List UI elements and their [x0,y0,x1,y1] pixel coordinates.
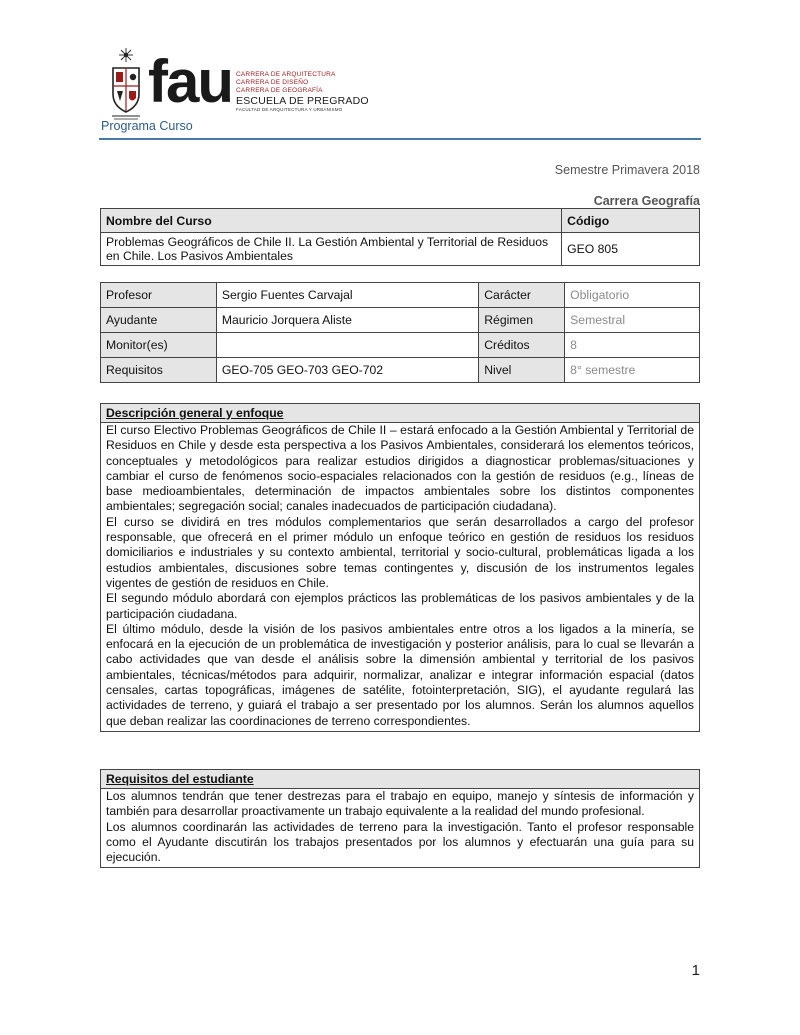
requirements-paragraph: Los alumnos coordinarán las actividades de terreno para la investigación. Tanto el profesor responsable como el Ayudante discutirán los trabajos presentados por los alumnos y efectuarán una guía para su ejecución. [106,819,694,865]
description-paragraph: El curso Electivo Problemas Geográficos de Chile II – estará enfocado a la Gestión Ambiental y Territorial de Residuos en Chile y desde esta perspectiva a los Pasivos Ambientales, considerará los elementos teóricos, conceptuales y metodológicos para realizar estudios dirigidos a diagnosticar problemas/situaciones y cambiar el curso de fenómenos socio-espaciales relacionados con la gestión de residuos (e.g., líneas de base medioambientales, determinación de impactos ambientales sobre los distintos componentes ambientales; segregación social; canales inadecuados de participación ciudadana). [106,423,694,514]
fau-wordmark: fau [148,48,232,115]
logo-line-arquitectura: CARRERA DE ARQUITECTURA [236,71,336,78]
course-info-table [100,282,700,383]
requisitos-value: GEO-705 GEO-703 GEO-702 [216,358,478,383]
regimen-value: Semestral [565,308,700,333]
monitor-label: Monitor(es) [101,333,217,358]
description-paragraph: El último módulo, desde la visión de los pasivos ambientales entre otros a los ligados a la minería, se enfocará en la ejecución de un problemática de investigación y posterior análisis, para lo cual se llevarán a cabo actividades que van desde el análisis sobre la dimensión ambiental y territorial de los pasivos ambientales, técnicas/métodos para adquirir, normalizar, analizar e integrar información espacial (datos censales, cartas topográficas, imágenes de satélite, fotointerpretación, SIG), el ayudante regulará las actividades de terreno, y guiará el trabajo a ser presentado por los alumnos. Serán los alumnos aquellos que deban realizar las coordinaciones de terreno correspondientes. [106,621,694,728]
table-row [101,308,700,333]
course-name-header: Nombre del Curso [101,209,562,233]
description-paragraph: El curso se dividirá en tres módulos complementarios que serán desarrollados a cargo del profesor responsable, que ofrecerá en el primer módulo un enfoque teórico en gestión de residuos los residuos domiciliarios e industriales y su contexto ambiental, territorial y socio-cultural, problemáticas ligada a los estudios ambientales, discusiones sobre temas contingentes y, discusión de los instrumentos legales vigentes de gestión de residuos en Chile. [106,514,694,590]
monitor-value [216,333,478,358]
caracter-label: Carácter [479,283,565,308]
page-number: 1 [691,962,700,979]
table-row [101,283,700,308]
course-code-header: Código [562,209,700,233]
caracter-value: Obligatorio [565,283,700,308]
table-row [101,358,700,383]
creditos-value: 8 [565,333,700,358]
requirements-section [100,769,700,868]
description-paragraph: El segundo módulo abordará con ejemplos prácticos las problemáticas de los pasivos ambientales y de la participación ciudadana. [106,591,694,621]
profesor-value: Sergio Fuentes Carvajal [216,283,478,308]
logo-line-diseno: CARRERA DE DISEÑO [236,79,309,86]
logo-school: ESCUELA DE PREGRADO [236,95,369,107]
requirements-body [101,789,700,868]
table-row [101,333,700,358]
logo-line-geografia: CARRERA DE GEOGRAFÍA [236,87,323,94]
requisitos-label: Requisitos [101,358,217,383]
course-name: Problemas Geográficos de Chile II. La Gestión Ambiental y Territorial de Residuos en Chile. Los Pasivos Ambientales [101,233,562,266]
university-seal-icon [108,46,144,122]
description-body [101,423,700,732]
course-table [100,208,700,266]
nivel-value: 8° semestre [565,358,700,383]
profesor-label: Profesor [101,283,217,308]
ayudante-label: Ayudante [101,308,217,333]
semester-label: Semestre Primavera 2018 [554,163,700,177]
nivel-label: Nivel [479,358,565,383]
regimen-label: Régimen [479,308,565,333]
logo-faculty: FACULTAD DE ARQUITECTURA Y URBANISMO [236,106,343,112]
ayudante-value: Mauricio Jorquera Aliste [216,308,478,333]
requirements-title: Requisitos del estudiante [101,770,700,789]
career-label: Carrera Geografía [593,194,700,208]
course-code: GEO 805 [562,233,700,266]
program-label: Programa Curso [101,119,193,133]
creditos-label: Créditos [479,333,565,358]
description-title: Descripción general y enfoque [101,404,700,423]
header-divider [99,138,701,140]
description-section [100,403,700,732]
requirements-paragraph: Los alumnos tendrán que tener destrezas para el trabajo en equipo, manejo y síntesis de información y también para desarrollar proactivamente un trabajo equivalente a la realidad del mundo profesional. [106,789,694,819]
fau-logo [108,46,368,124]
logo-text-block [236,72,369,112]
